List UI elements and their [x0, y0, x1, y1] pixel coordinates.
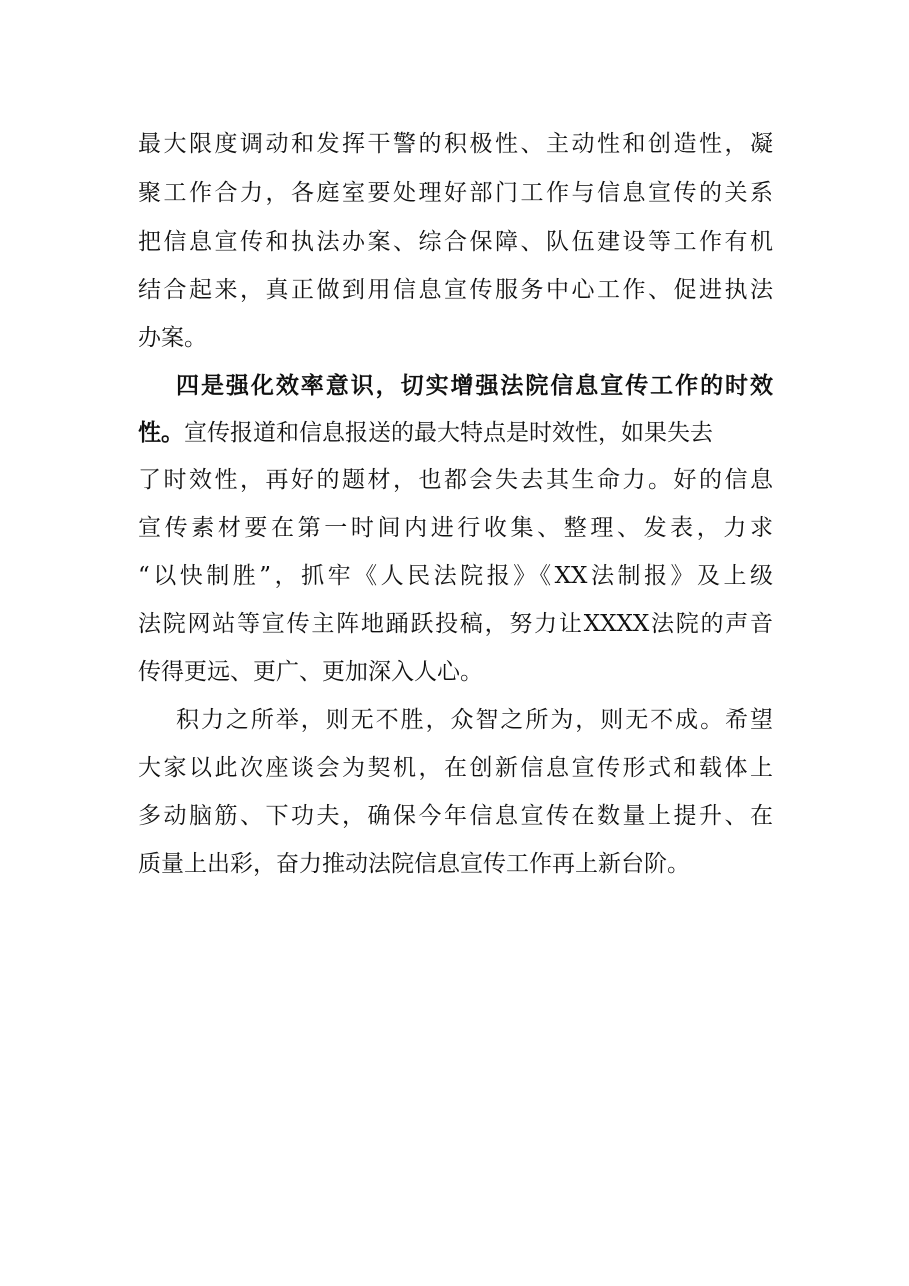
- paragraph2-heading: 四是强化效率意识，切实增强法院信息宣传工作的时效: [176, 373, 773, 399]
- paragraph2-line: [138, 415, 773, 451]
- paragraph3-line: 大家以此次座谈会为契机，在创新信息宣传形式和载体上: [138, 755, 773, 781]
- paragraph2-line: “以快制胜”，抓牢《人民法院报》《XX法制报》及上级: [138, 563, 773, 589]
- paragraph1-line: 办案。: [138, 325, 207, 351]
- paragraph2-heading-end: 性。: [138, 420, 184, 446]
- paragraph2-line: 宣传素材要在第一时间内进行收集、整理、发表，力求: [138, 515, 773, 541]
- paragraph3-line: 多动脑筋、下功夫，确保今年信息宣传在数量上提升、在: [138, 803, 773, 829]
- paragraph3-line: 积力之所举，则无不胜，众智之所为，则无不成。希望: [176, 707, 773, 733]
- paragraph2-line: 法院网站等宣传主阵地踊跃投稿，努力让XXXX法院的声音: [138, 611, 773, 637]
- paragraph1-line: 结合起来，真正做到用信息宣传服务中心工作、促进执法: [138, 277, 773, 303]
- paragraph2-line: 传得更远、更广、更加深入人心。: [138, 659, 483, 685]
- paragraph3-line: 质量上出彩，奋力推动法院信息宣传工作再上新台阶。: [138, 851, 690, 877]
- paragraph2-line-text: 宣传报道和信息报送的最大特点是时效性，如果失去: [184, 420, 713, 446]
- paragraph1-line: 聚工作合力，各庭室要处理好部门工作与信息宣传的关系: [138, 180, 773, 206]
- paragraph2-line: 了时效性，再好的题材，也都会失去其生命力。好的信息: [138, 467, 773, 493]
- paragraph1-line: 把信息宣传和执法办案、综合保障、队伍建设等工作有机: [138, 229, 773, 255]
- paragraph1-line: 最大限度调动和发挥干警的积极性、主动性和创造性，凝: [138, 131, 773, 157]
